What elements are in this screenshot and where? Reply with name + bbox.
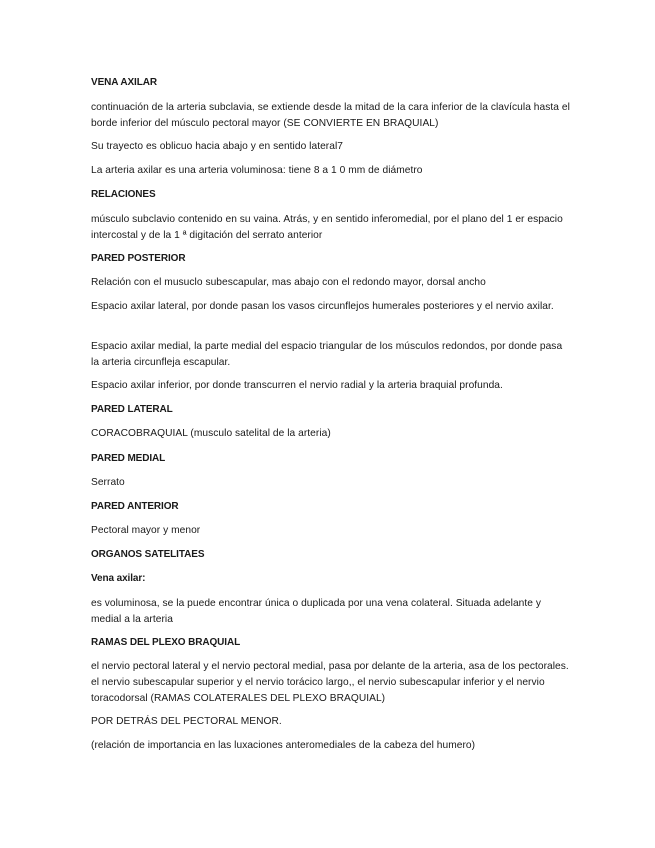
heading-ramas-plexo: RAMAS DEL PLEXO BRAQUIAL [91, 637, 241, 648]
paragraph-trayecto: Su trayecto es oblicuo hacia abajo y en sentido lateral7 [91, 141, 343, 152]
paragraph-serrato: Serrato [91, 477, 125, 488]
heading-relaciones: RELACIONES [91, 189, 156, 200]
heading-pared-posterior: PARED POSTERIOR [91, 253, 186, 264]
paragraph-vena-voluminosa: es voluminosa, se la puede encontrar única o duplicada por una vena colateral. Situada adelante y medial a la arteria [91, 598, 541, 625]
paragraph-coracobraquial: CORACOBRAQUIAL (musculo satelital de la arteria) [91, 428, 331, 439]
paragraph-espacio-lateral: Espacio axilar lateral, por donde pasan los vasos circunflejos humerales posteriores y el nervio axilar. [91, 301, 554, 312]
paragraph-pectoral: Pectoral mayor y menor [91, 525, 201, 536]
heading-pared-medial: PARED MEDIAL [91, 453, 166, 464]
paragraph-subescapular: Relación con el musuclo subescapular, mas abajo con el redondo mayor, dorsal ancho [91, 277, 486, 288]
heading-pared-anterior: PARED ANTERIOR [91, 501, 179, 512]
paragraph-diametro: La arteria axilar es una arteria voluminosa: tiene 8 a 1 0 mm de diámetro [91, 165, 423, 176]
paragraph-subclavio: músculo subclavio contenido en su vaina. Atrás, y en sentido inferomedial, por el plano del 1 er espacio intercostal y de la 1 ª digitación del serrato anterior [91, 214, 563, 241]
paragraph-luxaciones: (relación de importancia en las luxaciones anteromediales de la cabeza del humero) [91, 740, 476, 751]
subheading-vena-axilar: Vena axilar: [91, 573, 146, 584]
heading-organos-satelites: ORGANOS SATELITAES [91, 549, 205, 560]
heading-pared-lateral: PARED LATERAL [91, 404, 173, 415]
paragraph-nervios: el nervio pectoral lateral y el nervio pectoral medial, pasa por delante de la arteria, asa de los pectorales. el nervio subescapular superior y el nervio torácico largo,, el nervio subescapular inferior y el nervio toracodorsal (RAMAS COLATERALES DEL PLEXO BRAQUIAL) [91, 661, 569, 704]
heading-vena-axilar: VENA AXILAR [91, 77, 157, 88]
paragraph-continuacion: continuación de la arteria subclavia, se extiende desde la mitad de la cara inferior de la clavícula hasta el borde inferior del músculo pectoral mayor (SE CONVIERTE EN BRAQUIAL) [91, 102, 570, 129]
paragraph-espacio-inferior: Espacio axilar inferior, por donde transcurren el nervio radial y la arteria braquial profunda. [91, 380, 503, 391]
paragraph-detras-pectoral: POR DETRÁS DEL PECTORAL MENOR. [91, 716, 282, 727]
paragraph-espacio-medial: Espacio axilar medial, la parte medial del espacio triangular de los músculos redondos, por donde pasa la arteria circunfleja escapular. [91, 341, 563, 368]
